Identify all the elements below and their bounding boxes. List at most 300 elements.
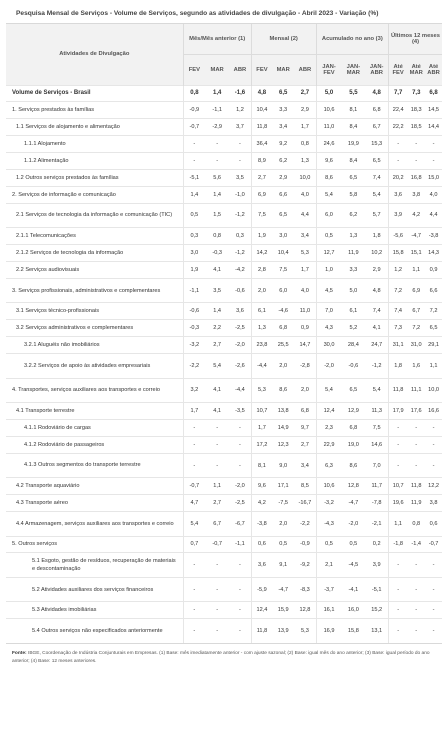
table-cell: 15,8 (341, 619, 365, 644)
table-row (6, 436, 442, 453)
table-cell: 0,5 (316, 228, 341, 245)
table-cell: 8,4 (341, 153, 365, 170)
table-row (6, 512, 442, 537)
table-cell: 0,3 (183, 228, 205, 245)
table-cell: 2,9 (365, 262, 388, 279)
table-cell: 1,7 (294, 262, 316, 279)
table-cell: 6,8 (365, 102, 388, 119)
table-cell: - (183, 602, 205, 619)
table-cell: 0,5 (316, 536, 341, 553)
table-cell: 11,8 (251, 619, 272, 644)
table-cell: 1,9 (183, 262, 205, 279)
table-cell: -5,1 (365, 577, 388, 602)
table-cell: -0,3 (183, 320, 205, 337)
table-cell: 1,1 (205, 478, 229, 495)
table-cell: - (205, 136, 229, 153)
table-cell: 12,2 (425, 478, 442, 495)
row-label: 1.1.1 Alojamento (6, 136, 183, 153)
table-cell: 3,8 (425, 495, 442, 512)
table-cell: -9,2 (294, 553, 316, 578)
table-cell: -0,6 (229, 278, 251, 303)
table-cell: -3,5 (229, 403, 251, 420)
table-cell: 2,9 (294, 102, 316, 119)
table-cell: - (183, 453, 205, 478)
table-cell: 3,4 (294, 453, 316, 478)
table-cell: 15,8 (388, 245, 407, 262)
table-cell: 4,8 (365, 85, 388, 102)
table-cell: 4,0 (425, 186, 442, 203)
table-cell: 16,8 (407, 169, 425, 186)
table-cell: 6,9 (251, 186, 272, 203)
table-cell: 24,7 (365, 337, 388, 354)
table-title: Pesquisa Mensal de Serviços - Volume de Serviços, segundo as atividades de divulgação - Abril 2023 - Variação (%) (6, 4, 442, 24)
table-cell: -4,4 (251, 354, 272, 379)
table-cell: - (183, 419, 205, 436)
table-cell: 5,4 (316, 378, 341, 403)
table-cell: 8,1 (341, 102, 365, 119)
table-cell: 5,4 (316, 186, 341, 203)
table-cell: -1,2 (365, 354, 388, 379)
table-cell: - (229, 602, 251, 619)
table-cell: 5,4 (365, 186, 388, 203)
table-cell: -1,0 (229, 186, 251, 203)
row-label: 4.1 Transporte terrestre (6, 403, 183, 420)
table-cell: 4,1 (205, 378, 229, 403)
activity-column-header: Atividades de Divulgação (6, 24, 183, 85)
table-cell: - (425, 602, 442, 619)
table-cell: -4,2 (229, 262, 251, 279)
table-cell: 6,8 (272, 320, 294, 337)
table-cell: 9,6 (316, 153, 341, 170)
table-cell: 3,8 (407, 186, 425, 203)
table-cell: 5,4 (365, 378, 388, 403)
table-cell: 2,7 (294, 85, 316, 102)
table-cell: - (388, 602, 407, 619)
table-cell: 6,0 (316, 203, 341, 228)
row-label: 4.1.2 Rodoviário de passageiros (6, 436, 183, 453)
table-cell: -0,3 (205, 245, 229, 262)
table-cell: 8,1 (251, 453, 272, 478)
table-cell: 9,1 (272, 553, 294, 578)
table-cell: 1,4 (205, 85, 229, 102)
table-cell: -2,0 (229, 337, 251, 354)
table-row (6, 169, 442, 186)
table-cell: 5,6 (205, 169, 229, 186)
table-cell: 1,8 (388, 354, 407, 379)
table-cell: 5,3 (294, 619, 316, 644)
table-cell: 4,4 (294, 203, 316, 228)
table-cell: 17,2 (251, 436, 272, 453)
row-label: 2.1 Serviços de tecnologia da informação e comunicação (TIC) (6, 203, 183, 228)
table-cell: 4,7 (183, 495, 205, 512)
table-cell: 0,6 (425, 512, 442, 537)
table-cell: - (183, 436, 205, 453)
table-cell: 4,8 (251, 85, 272, 102)
row-label: 2.2 Serviços audiovisuais (6, 262, 183, 279)
table-cell: 5,0 (316, 85, 341, 102)
table-cell: 1,4 (205, 186, 229, 203)
table-cell: -16,7 (294, 495, 316, 512)
table-cell: 2,7 (205, 495, 229, 512)
table-cell: 7,4 (365, 303, 388, 320)
table-cell: - (425, 553, 442, 578)
table-cell: 22,4 (388, 102, 407, 119)
table-cell: -4,3 (316, 512, 341, 537)
table-row (6, 619, 442, 644)
table-row (6, 495, 442, 512)
table-cell: 7,3 (388, 320, 407, 337)
table-cell: 14,5 (425, 102, 442, 119)
row-label: 4.2 Transporte aquaviário (6, 478, 183, 495)
table-cell: 13,1 (365, 619, 388, 644)
table-cell: 0,3 (229, 228, 251, 245)
table-cell: 13,8 (272, 403, 294, 420)
table-cell: - (229, 453, 251, 478)
table-cell: 14,3 (425, 245, 442, 262)
table-cell: 22,9 (316, 436, 341, 453)
table-cell: 12,4 (316, 403, 341, 420)
table-cell: 6,5 (272, 203, 294, 228)
table-cell: 11,0 (316, 119, 341, 136)
table-cell: 7,2 (407, 320, 425, 337)
row-label: 1.1.2 Alimentação (6, 153, 183, 170)
column-header: JAN-ABR (365, 54, 388, 85)
row-label: 4.1.3 Outros segmentos do transporte terrestre (6, 453, 183, 478)
table-row (6, 102, 442, 119)
table-cell: 1,1 (425, 354, 442, 379)
table-cell: -6,7 (229, 512, 251, 537)
table-cell: 7,5 (365, 419, 388, 436)
table-cell: -2,0 (229, 478, 251, 495)
table-row (6, 153, 442, 170)
table-cell: 15,9 (272, 602, 294, 619)
table-cell: 1,3 (294, 153, 316, 170)
table-cell: 4,4 (425, 203, 442, 228)
table-cell: -0,7 (183, 478, 205, 495)
table-cell: 1,4 (205, 303, 229, 320)
table-cell: -3,2 (183, 337, 205, 354)
table-cell: 1,7 (294, 119, 316, 136)
table-cell: - (229, 136, 251, 153)
table-cell: 3,3 (272, 102, 294, 119)
table-cell: - (388, 553, 407, 578)
table-cell: - (229, 577, 251, 602)
table-cell: - (388, 619, 407, 644)
row-label: 4. Transportes, serviços auxiliares aos transportes e correio (6, 378, 183, 403)
table-cell: -3,8 (425, 228, 442, 245)
table-cell: 11,8 (251, 119, 272, 136)
table-cell: 1,8 (365, 228, 388, 245)
table-cell: 25,5 (272, 337, 294, 354)
table-cell: 5,4 (183, 512, 205, 537)
table-cell: 0,8 (205, 228, 229, 245)
table-cell: 6,9 (407, 278, 425, 303)
column-header: FEV (251, 54, 272, 85)
row-label: 5. Outros serviços (6, 536, 183, 553)
table-cell: -0,9 (183, 102, 205, 119)
table-cell: - (205, 419, 229, 436)
group-header-monthly: Mensal (2) (251, 24, 316, 54)
row-label: 1. Serviços prestados às famílias (6, 102, 183, 119)
table-cell: 36,4 (251, 136, 272, 153)
table-row (6, 378, 442, 403)
row-label: 5.2 Atividades auxiliares dos serviços financeiros (6, 577, 183, 602)
table-cell: 11,0 (294, 303, 316, 320)
table-cell: - (205, 453, 229, 478)
row-label: 1.2 Outros serviços prestados às famílias (6, 169, 183, 186)
table-cell: 9,7 (294, 419, 316, 436)
table-cell: 10,7 (251, 403, 272, 420)
table-cell: 10,7 (388, 478, 407, 495)
table-cell: -1,2 (229, 203, 251, 228)
table-cell: -3,2 (316, 495, 341, 512)
column-header: ABR (294, 54, 316, 85)
table-cell: - (407, 136, 425, 153)
table-cell: -4,5 (341, 553, 365, 578)
footnote (6, 643, 442, 666)
services-table (6, 24, 442, 643)
table-cell: 3,9 (388, 203, 407, 228)
table-cell: -0,6 (341, 354, 365, 379)
table-cell: -2,8 (294, 354, 316, 379)
table-cell: 8,6 (272, 378, 294, 403)
table-cell: 31,1 (388, 337, 407, 354)
table-cell: 2,0 (272, 512, 294, 537)
table-cell: -1,8 (388, 536, 407, 553)
table-cell: 6,2 (272, 153, 294, 170)
table-cell: 6,5 (365, 153, 388, 170)
table-cell: - (407, 577, 425, 602)
table-cell: - (229, 619, 251, 644)
table-cell: 10,4 (272, 245, 294, 262)
table-cell: 6,1 (251, 303, 272, 320)
table-cell: 4,1 (205, 262, 229, 279)
table-cell: 4,0 (294, 186, 316, 203)
table-cell: 0,5 (183, 203, 205, 228)
table-cell: - (183, 619, 205, 644)
table-row (6, 602, 442, 619)
table-cell: -7,5 (272, 495, 294, 512)
table-cell: - (183, 136, 205, 153)
table-cell: 2,3 (316, 419, 341, 436)
table-cell: 14,7 (294, 337, 316, 354)
table-cell: -2,1 (365, 512, 388, 537)
table-cell: - (425, 419, 442, 436)
table-cell: - (388, 453, 407, 478)
table-cell: 1,1 (407, 262, 425, 279)
column-header: Até ABR (425, 54, 442, 85)
table-row (6, 136, 442, 153)
table-cell: 5,7 (365, 203, 388, 228)
table-cell: 15,3 (365, 136, 388, 153)
table-cell: 16,1 (316, 602, 341, 619)
table-cell: 6,0 (272, 278, 294, 303)
table-cell: 3,9 (365, 553, 388, 578)
table-row (6, 186, 442, 203)
table-cell: 11,1 (407, 378, 425, 403)
row-label: 3. Serviços profissionais, administrativos e complementares (6, 278, 183, 303)
table-row (6, 228, 442, 245)
table-cell: -1,1 (183, 278, 205, 303)
table-cell: 11,8 (388, 378, 407, 403)
table-cell: 4,8 (365, 278, 388, 303)
table-cell: 10,2 (365, 245, 388, 262)
table-cell: 6,8 (341, 419, 365, 436)
row-label: 5.4 Outros serviços não especificados anteriormente (6, 619, 183, 644)
column-header: MAR (272, 54, 294, 85)
table-cell: 0,8 (294, 136, 316, 153)
table-cell: -3,7 (316, 577, 341, 602)
table-cell: -0,7 (425, 536, 442, 553)
table-cell: 1,3 (251, 320, 272, 337)
table-cell: -1,4 (407, 536, 425, 553)
table-cell: 2,8 (251, 262, 272, 279)
table-cell: - (425, 436, 442, 453)
table-cell: - (205, 619, 229, 644)
table-cell: 6,8 (425, 85, 442, 102)
table-cell: 17,6 (407, 403, 425, 420)
table-cell: 10,6 (316, 102, 341, 119)
row-label: 4.3 Transporte aéreo (6, 495, 183, 512)
table-cell: -4,1 (341, 577, 365, 602)
table-cell: -1,1 (229, 536, 251, 553)
row-label: 2. Serviços de informação e comunicação (6, 186, 183, 203)
table-cell: -4,6 (272, 303, 294, 320)
table-cell: 6,7 (365, 119, 388, 136)
table-cell: - (425, 577, 442, 602)
table-cell: 1,1 (388, 512, 407, 537)
table-cell: 6,1 (341, 303, 365, 320)
table-cell: 3,7 (229, 119, 251, 136)
table-cell: 28,4 (341, 337, 365, 354)
table-cell: - (229, 419, 251, 436)
header-row-groups (6, 24, 442, 54)
table-cell: - (205, 153, 229, 170)
table-cell: 1,6 (407, 354, 425, 379)
table-cell: 7,0 (365, 453, 388, 478)
table-cell: 24,6 (316, 136, 341, 153)
table-cell: -0,9 (294, 536, 316, 553)
table-cell: 19,0 (341, 436, 365, 453)
table-cell: 11,8 (407, 478, 425, 495)
table-cell: 2,2 (205, 320, 229, 337)
table-cell: 5,3 (251, 378, 272, 403)
table-row (6, 536, 442, 553)
table-cell: 4,3 (316, 320, 341, 337)
table-row (6, 453, 442, 478)
table-cell: 10,0 (294, 169, 316, 186)
table-cell: 3,2 (183, 378, 205, 403)
table-cell: 7,2 (425, 303, 442, 320)
table-cell: 18,5 (407, 119, 425, 136)
table-cell: 8,9 (251, 153, 272, 170)
table-cell: 5,8 (341, 186, 365, 203)
table-cell: 17,9 (388, 403, 407, 420)
table-cell: -0,6 (183, 303, 205, 320)
table-cell: 16,9 (316, 619, 341, 644)
column-header: ABR (229, 54, 251, 85)
table-cell: 11,9 (407, 495, 425, 512)
table-row (6, 553, 442, 578)
table-cell: -2,5 (229, 495, 251, 512)
table-cell: -2,0 (341, 512, 365, 537)
row-label: 5.3 Atividades imobiliárias (6, 602, 183, 619)
table-cell: 2,9 (272, 169, 294, 186)
table-cell: 30,0 (316, 337, 341, 354)
table-cell: 12,8 (294, 602, 316, 619)
table-cell: 12,9 (341, 403, 365, 420)
table-cell: 8,6 (341, 453, 365, 478)
table-cell: 10,6 (316, 478, 341, 495)
table-cell: 8,4 (341, 119, 365, 136)
table-cell: -4,4 (229, 378, 251, 403)
table-cell: 3,4 (294, 228, 316, 245)
column-header: JAN-FEV (316, 54, 341, 85)
table-cell: 4,0 (294, 278, 316, 303)
table-cell: 31,0 (407, 337, 425, 354)
table-cell: 7,5 (251, 203, 272, 228)
table-cell: 14,4 (425, 119, 442, 136)
table-cell: -4,7 (407, 228, 425, 245)
table-cell: 2,7 (251, 169, 272, 186)
row-label: 5.1 Esgoto, gestão de resíduos, recuperação de materiais e descontaminação (6, 553, 183, 578)
group-header-monthly-prev: Mês/Mês anterior (1) (183, 24, 251, 54)
table-cell: -2,6 (229, 354, 251, 379)
row-label: 4.1.1 Rodoviário de cargas (6, 419, 183, 436)
table-cell: -2,0 (316, 354, 341, 379)
table-cell: -0,7 (205, 536, 229, 553)
table-cell: - (229, 553, 251, 578)
table-row (6, 245, 442, 262)
table-cell: 6,5 (341, 169, 365, 186)
table-cell: 5,2 (341, 320, 365, 337)
table-cell: 7,4 (365, 169, 388, 186)
row-label: 3.2.1 Aluguéis não imobiliários (6, 337, 183, 354)
table-cell: 3,5 (205, 278, 229, 303)
table-cell: - (407, 619, 425, 644)
footnote-label: Fonte: (12, 651, 27, 657)
table-cell: 12,7 (316, 245, 341, 262)
row-label: 3.2.2 Serviços de apoio às atividades empresariais (6, 354, 183, 379)
table-cell: 12,8 (341, 478, 365, 495)
table-cell: 4,1 (365, 320, 388, 337)
table-cell: 2,0 (294, 378, 316, 403)
table-cell: 1,2 (229, 102, 251, 119)
table-cell: - (388, 153, 407, 170)
table-cell: 0,2 (365, 536, 388, 553)
table-cell: 4,2 (407, 203, 425, 228)
table-cell: 14,6 (365, 436, 388, 453)
table-cell: 7,2 (388, 278, 407, 303)
column-header: Até FEV (388, 54, 407, 85)
table-cell: 17,1 (272, 478, 294, 495)
table-cell: 6,5 (272, 85, 294, 102)
table-cell: 5,3 (294, 245, 316, 262)
table-cell: 6,7 (205, 512, 229, 537)
table-cell: -2,9 (205, 119, 229, 136)
table-cell: - (388, 136, 407, 153)
table-cell: 11,7 (365, 478, 388, 495)
table-cell: -4,7 (272, 577, 294, 602)
table-cell: 1,0 (316, 262, 341, 279)
table-cell: 12,4 (251, 602, 272, 619)
table-cell: 3,6 (251, 553, 272, 578)
table-cell: -5,1 (183, 169, 205, 186)
table-cell: 0,8 (183, 85, 205, 102)
table-cell: 29,1 (425, 337, 442, 354)
table-cell: 3,0 (272, 228, 294, 245)
table-cell: - (407, 453, 425, 478)
